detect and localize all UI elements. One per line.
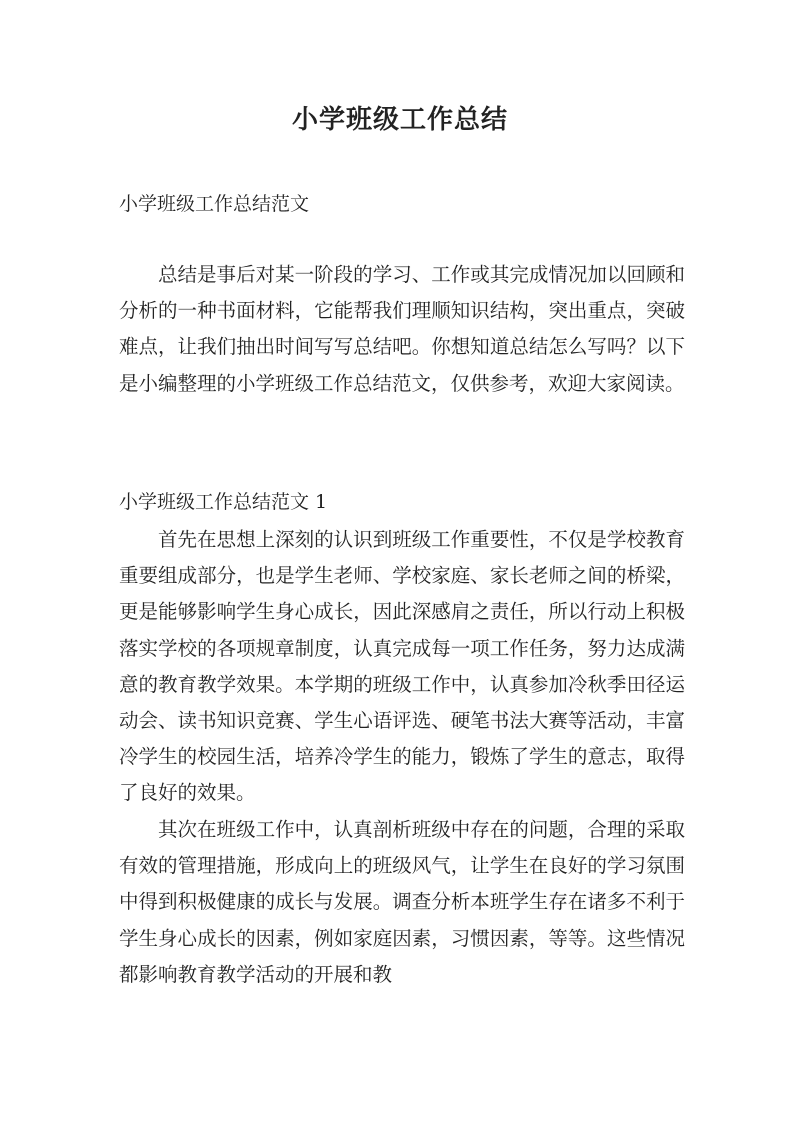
intro-paragraph: 总结是事后对某一阶段的学习、工作或其完成情况加以回顾和分析的一种书面材料，它能帮我们理顺知识结构，突出重点，突破难点，让我们抽出时间写写总结吧。你想知道总结怎么写吗？以下是小编整理的小学班级工作总结范文，仅供参考，欢迎大家阅读。 <box>119 263 685 395</box>
body-paragraph-2: 其次在班级工作中，认真剖析班级中存在的问题，合理的采取有效的管理措施，形成向上的班级风气，让学生在良好的学习氛围中得到积极健康的成长与发展。调查分析本班学生存在诸多不利于学生身心成长的因素，例如家庭因素，习惯因素，等等。这些情况都影响教育教学活动的开展和教 <box>119 818 685 986</box>
document-title: 小学班级工作总结 <box>291 105 508 135</box>
document-subtitle: 小学班级工作总结范文 <box>119 193 310 215</box>
body-paragraph-1: 首先在思想上深刻的认识到班级工作重要性，不仅是学校教育重要组成部分，也是学生老师、学校家庭、家长老师之间的桥梁，更是能够影响学生身心成长，因此深感肩之责任，所以行动上积极落实学校的各项规章制度，认真完成每一项工作任务，努力达成满意的教育教学效果。本学期的班级工作中，认真参加冷秋季田径运动会、读书知识竞赛、学生心语评选、硬笔书法大赛等活动，丰富冷学生的校园生活，培养冷学生的能力，锻炼了学生的意志，取得了良好的效果。 <box>119 528 685 805</box>
section-heading: 小学班级工作总结范文 1 <box>119 491 328 513</box>
